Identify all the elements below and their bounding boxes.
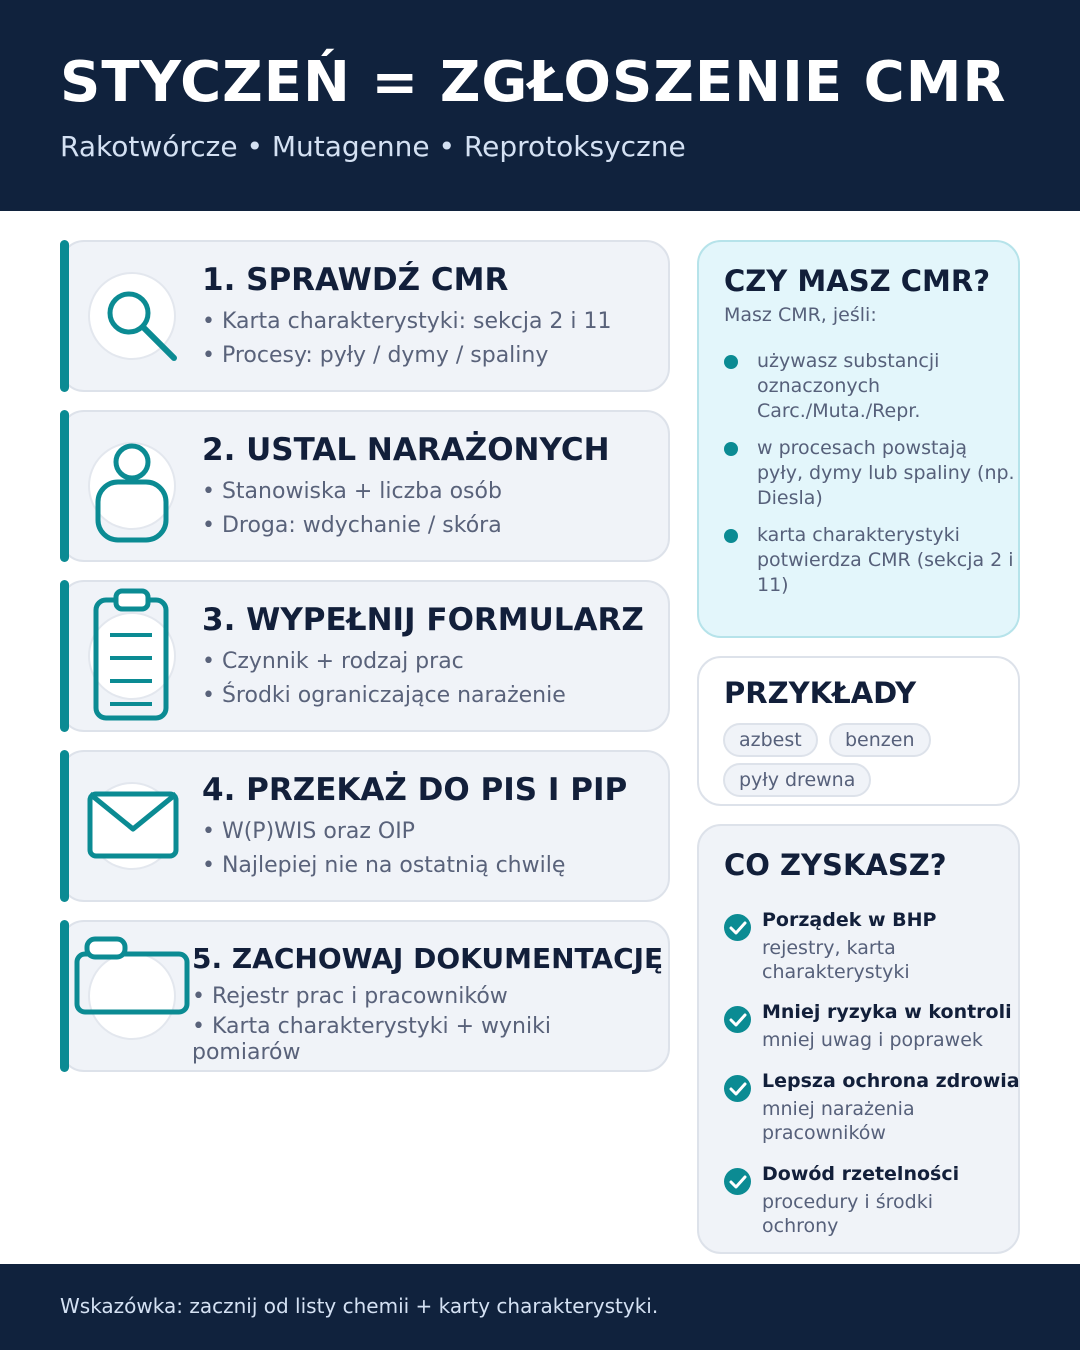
step-item: • Karta charakterystyki + wyniki pomiarów	[192, 1014, 551, 1065]
benefit-title: Mniej ryzyka w kontroli	[762, 1001, 1012, 1023]
check-icon	[724, 1006, 751, 1033]
examples-title: PRZYKŁADY	[724, 676, 917, 710]
benefits-card	[697, 824, 1020, 1254]
benefit-desc: mniej uwag i poprawek	[762, 1029, 983, 1051]
page-title: STYCZEŃ = ZGŁOSZENIE CMR	[60, 50, 1007, 115]
examples-card	[697, 656, 1020, 806]
step-card-1	[60, 240, 670, 392]
benefit-title: Porządek w BHP	[762, 909, 937, 931]
step-title: 4. PRZEKAŻ DO PIS I PIP	[202, 772, 628, 808]
step-title: 2. USTAL NARAŻONYCH	[202, 432, 610, 468]
envelope-icon	[88, 782, 176, 870]
footer-tip: Wskazówka: zacznij od listy chemii + karty charakterystyki.	[60, 1294, 659, 1318]
step-item: • W(P)WIS oraz OIP	[202, 819, 415, 844]
example-chip: azbest	[723, 723, 818, 757]
cmr-card-title: CZY MASZ CMR?	[724, 264, 991, 298]
folder-icon	[88, 952, 176, 1040]
check-icon	[724, 1168, 751, 1195]
bullet-dot-icon	[724, 355, 738, 369]
bullet-dot-icon	[724, 442, 738, 456]
step-item: • Rejestr prac i pracowników	[192, 984, 508, 1009]
step-accent-bar	[60, 580, 69, 732]
check-icon	[724, 914, 751, 941]
step-title: 5. ZACHOWAJ DOKUMENTACJĘ	[192, 942, 664, 975]
example-chip: pyły drewna	[723, 763, 871, 797]
footer	[0, 1264, 1080, 1350]
step-accent-bar	[60, 750, 69, 902]
cmr-check-card	[697, 240, 1020, 638]
benefit-title: Dowód rzetelności	[762, 1163, 960, 1185]
step-card-2	[60, 410, 670, 562]
page-subtitle: Rakotwórcze • Mutagenne • Reprotoksyczne	[60, 130, 686, 163]
step-item: • Karta charakterystyki: sekcja 2 i 11	[202, 309, 612, 334]
step-item: • Najlepiej nie na ostatnią chwilę	[202, 853, 566, 878]
step-title: 3. WYPEŁNIJ FORMULARZ	[202, 602, 644, 638]
step-accent-bar	[60, 920, 69, 1072]
check-icon	[724, 1075, 751, 1102]
step-card-4	[60, 750, 670, 902]
benefit-desc: rejestry, karta charakterystyki	[762, 937, 910, 983]
example-chip: benzen	[829, 723, 931, 757]
step-item: • Stanowiska + liczba osób	[202, 479, 502, 504]
benefits-title: CO ZYSKASZ?	[724, 848, 947, 882]
step-item: • Droga: wdychanie / skóra	[202, 513, 502, 538]
search-icon	[88, 272, 176, 360]
step-accent-bar	[60, 240, 69, 392]
cmr-criterion-text: karta charakterystyki potwierdza CMR (sekcja 2 i 11)	[757, 524, 1014, 596]
step-item: • Środki ograniczające narażenie	[202, 683, 566, 708]
step-accent-bar	[60, 410, 69, 562]
clipboard-icon	[88, 612, 176, 700]
step-card-3	[60, 580, 670, 732]
cmr-criterion-text: w procesach powstają pyły, dymy lub spaliny (np. Diesla)	[757, 437, 1015, 509]
step-card-5	[60, 920, 670, 1072]
cmr-card-lead: Masz CMR, jeśli:	[724, 304, 877, 326]
benefit-desc: mniej narażenia pracowników	[762, 1098, 915, 1144]
person-icon	[88, 442, 176, 530]
cmr-criterion-text: używasz substancji oznaczonych Carc./Muta./Repr.	[757, 350, 940, 422]
step-item: • Czynnik + rodzaj prac	[202, 649, 464, 674]
benefit-desc: procedury i środki ochrony	[762, 1191, 933, 1237]
bullet-dot-icon	[724, 529, 738, 543]
header	[0, 0, 1080, 211]
step-item: • Procesy: pyły / dymy / spaliny	[202, 343, 549, 368]
benefit-title: Lepsza ochrona zdrowia	[762, 1070, 1020, 1092]
step-title: 1. SPRAWDŹ CMR	[202, 262, 509, 298]
